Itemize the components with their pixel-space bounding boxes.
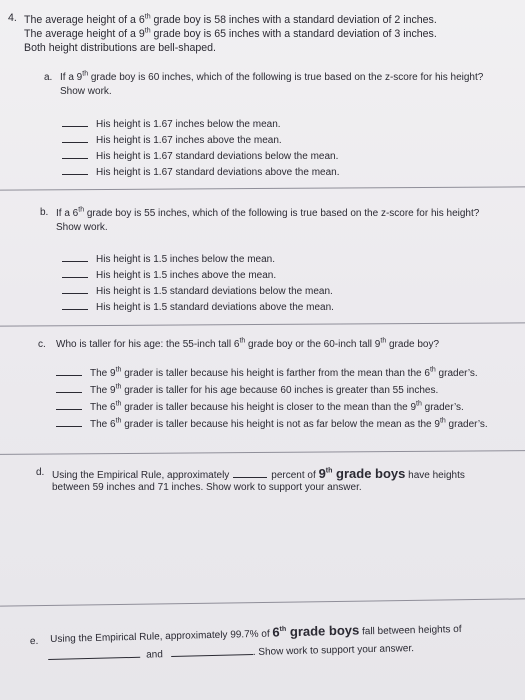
- divider: [0, 186, 525, 190]
- part-c-option-4[interactable]: The 6th grader is taller because his height is not as far below the mean as the 9th grader’s.: [56, 417, 488, 430]
- part-d-line-2: between 59 inches and 71 inches. Show work to support your answer.: [52, 482, 362, 493]
- answer-blank[interactable]: [56, 383, 82, 393]
- intro-line-1: The average height of a 6th grade boy is 58 inches with a standard deviation of 2 inches.: [24, 13, 437, 26]
- height-blank-1[interactable]: [48, 648, 140, 660]
- part-a-option-3[interactable]: His height is 1.67 standard deviations below the mean.: [62, 149, 338, 162]
- answer-blank[interactable]: [62, 252, 88, 262]
- answer-blank[interactable]: [62, 268, 88, 278]
- part-b-question: If a 6th grade boy is 55 inches, which of the following is true based on the z-score for his height?: [56, 206, 480, 219]
- part-e-line-2: and . Show work to support your answer.: [48, 641, 414, 663]
- part-c-letter: c.: [38, 339, 46, 350]
- part-b-option-3[interactable]: His height is 1.5 standard deviations below the mean.: [62, 284, 333, 297]
- part-a-show-work: Show work.: [60, 86, 112, 97]
- part-d-letter: d.: [36, 467, 45, 478]
- question-number: 4.: [8, 12, 17, 24]
- part-d-line-1: Using the Empirical Rule, approximately percent of 9th grade boys have heights: [52, 466, 465, 481]
- part-a-letter: a.: [44, 72, 53, 83]
- part-b-show-work: Show work.: [56, 222, 108, 233]
- intro-line-3: Both height distributions are bell-shaped.: [24, 42, 216, 54]
- part-b-option-2[interactable]: His height is 1.5 inches above the mean.: [62, 268, 276, 281]
- part-a-option-1[interactable]: His height is 1.67 inches below the mean.: [62, 117, 281, 130]
- part-a-question: If a 9th grade boy is 60 inches, which of the following is true based on the z-score for his height?: [60, 70, 484, 83]
- part-a-option-2[interactable]: His height is 1.67 inches above the mean.: [62, 133, 282, 146]
- answer-blank[interactable]: [62, 133, 88, 143]
- part-a-option-4[interactable]: His height is 1.67 standard deviations above the mean.: [62, 165, 340, 178]
- part-c-option-3[interactable]: The 6th grader is taller because his height is closer to the mean than the 9th grader’s.: [56, 400, 464, 413]
- part-e-letter: e.: [29, 635, 39, 648]
- part-c-option-1[interactable]: The 9th grader is taller because his height is farther from the mean than the 6th grader’s.: [56, 366, 478, 379]
- divider: [0, 450, 525, 455]
- answer-blank[interactable]: [62, 117, 88, 127]
- answer-blank[interactable]: [62, 284, 88, 294]
- divider: [0, 322, 525, 326]
- answer-blank[interactable]: [56, 417, 82, 427]
- height-blank-2[interactable]: [171, 645, 253, 657]
- intro-line-2: The average height of a 9th grade boy is 65 inches with a standard deviation of 3 inches.: [24, 27, 437, 40]
- part-c-question: Who is taller for his age: the 55-inch tall 6th grade boy or the 60-inch tall 9th grade boy?: [56, 337, 440, 350]
- part-e-line-1: Using the Empirical Rule, approximately 99.7% of 6th grade boys fall between heights of: [50, 622, 462, 645]
- percent-blank[interactable]: [233, 468, 267, 478]
- divider: [0, 598, 525, 607]
- answer-blank[interactable]: [56, 400, 82, 410]
- part-b-option-1[interactable]: His height is 1.5 inches below the mean.: [62, 252, 275, 265]
- answer-blank[interactable]: [62, 165, 88, 175]
- answer-blank[interactable]: [56, 366, 82, 376]
- part-b-option-4[interactable]: His height is 1.5 standard deviations above the mean.: [62, 300, 334, 313]
- answer-blank[interactable]: [62, 149, 88, 159]
- part-c-option-2[interactable]: The 9th grader is taller for his age because 60 inches is greater than 55 inches.: [56, 383, 438, 396]
- part-b-letter: b.: [40, 207, 49, 218]
- answer-blank[interactable]: [62, 300, 88, 310]
